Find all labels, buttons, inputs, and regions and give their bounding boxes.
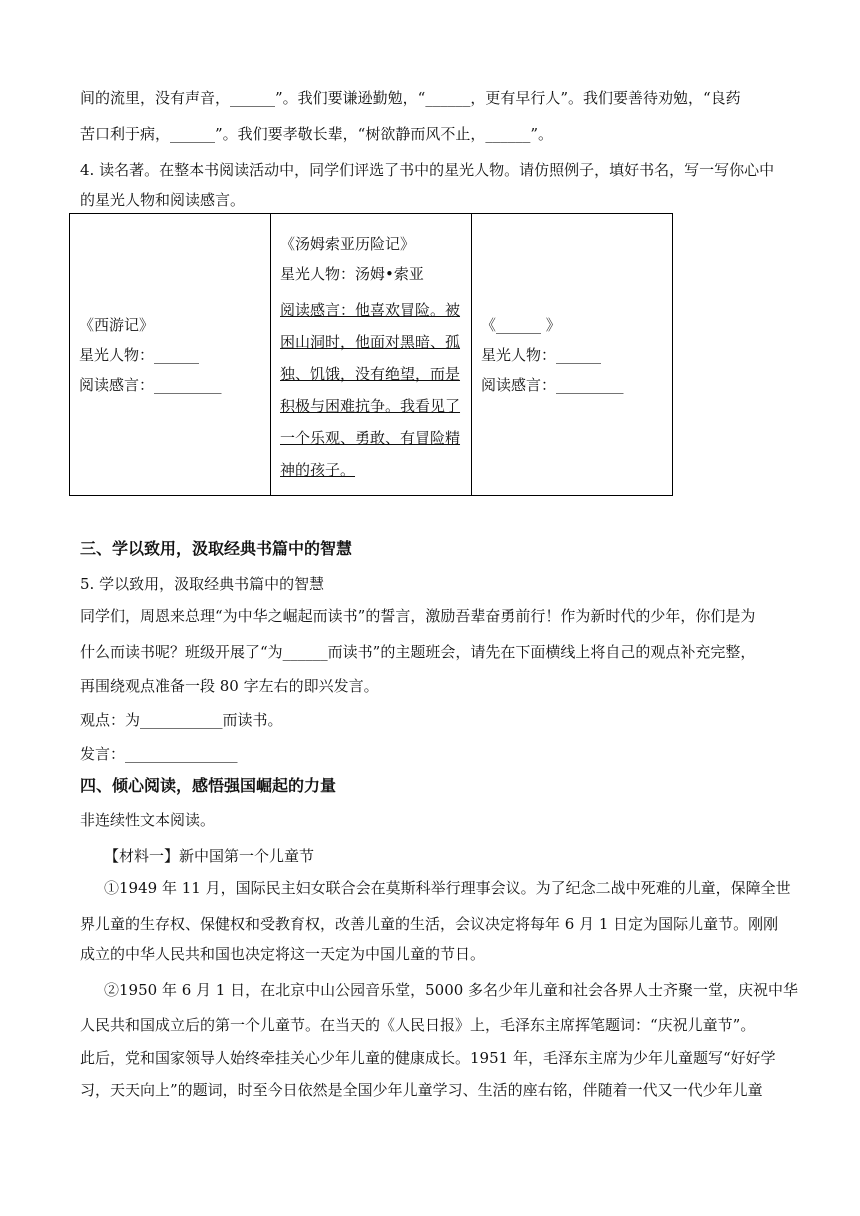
- section-heading: 四、倾心阅读，感悟强国崛起的力量: [80, 776, 337, 795]
- feeling-line: 神的孩子。: [280, 460, 356, 479]
- star-character-table: [69, 213, 673, 496]
- speech-blank: 发言：_______________: [80, 745, 238, 763]
- book-title: 《汤姆索亚历险记》: [280, 234, 416, 253]
- book-title-blank: 《______ 》: [481, 315, 561, 334]
- character-blank: 星光人物：______: [481, 345, 602, 364]
- character-name: 星光人物：汤姆•索亚: [280, 264, 424, 283]
- question-4-line: 的星光人物和阅读感言。: [80, 191, 246, 209]
- text-line: 此后，党和国家领导人始终牵挂关心少年儿童的健康成长。1951 年，毛泽东主席为少年儿童题写“好好学: [80, 1049, 776, 1067]
- text-line: 人民共和国成立后的第一个儿童节。在当天的《人民日报》上，毛泽东主席挥笔题词：“庆祝儿童节”。: [80, 1016, 756, 1034]
- table-cell-journey-west: [70, 214, 271, 496]
- book-title: 《西游记》: [79, 315, 155, 334]
- text-line: 同学们，周恩来总理“为中华之崛起而读书”的誓言，激励吾辈奋勇前行！作为新时代的少年，你们是为: [80, 607, 756, 625]
- feeling-blank: 阅读感言：_________: [481, 375, 624, 394]
- character-blank: 星光人物：______: [79, 345, 200, 364]
- feeling-blank: 阅读感言：_________: [79, 375, 222, 394]
- section-heading: 三、学以致用，汲取经典书篇中的智慧: [80, 539, 353, 558]
- text-line: 间的流里，没有声音，______”。我们要谦逊勤勉，“______，更有早行人”。我们要善待劝勉，“良药: [80, 89, 741, 107]
- feeling-line: 一个乐观、勇敢、有冒险精: [280, 428, 461, 447]
- question-4-line: 4. 读名著。在整本书阅读活动中，同学们评选了书中的星光人物。请仿照例子，填好书名，写一写你心中: [80, 161, 775, 179]
- text-line: 界儿童的生存权、保健权和受教育权，改善儿童的生活，会议决定将每年 6 月 1 日定为国际儿童节。刚刚: [80, 915, 779, 933]
- text-line: 苦口利于病，______”。我们要孝敬长辈，“树欲静而风不止，______”。: [80, 125, 554, 143]
- text-line: 非连续性文本阅读。: [80, 811, 216, 829]
- feeling-line: 困山洞时，他面对黑暗、孤: [280, 332, 461, 351]
- text-line: ②1950 年 6 月 1 日，在北京中山公园音乐堂，5000 多名少年儿童和社会各界人士齐聚一堂，庆祝中华: [104, 981, 799, 999]
- text-line: 成立的中华人民共和国也决定将这一天定为中国儿童的节日。: [80, 945, 486, 963]
- viewpoint-blank: 观点：为___________而读书。: [80, 711, 283, 729]
- feeling-line: 独、饥饿，没有绝望，而是: [280, 364, 461, 383]
- text-line: 习，天天向上”的题词，时至今日依然是全国少年儿童学习、生活的座右铭，伴随着一代又一代少年儿童: [80, 1081, 763, 1099]
- text-line: 再围绕观点准备一段 80 字左右的即兴发言。: [80, 677, 379, 695]
- question-5-title: 5. 学以致用，汲取经典书篇中的智慧: [80, 575, 325, 593]
- feeling-line: 阅读感言：他喜欢冒险。被: [280, 300, 461, 319]
- text-line: ①1949 年 11 月，国际民主妇女联合会在莫斯科举行理事会议。为了纪念二战中死难的儿童，保障全世: [104, 879, 791, 897]
- table-cell-tom-sawyer: [271, 214, 472, 496]
- table-cell-blank-book: [472, 214, 673, 496]
- text-line: 什么而读书呢？班级开展了“为______而读书”的主题班会，请先在下面横线上将自己的观点补充完整，: [80, 643, 756, 661]
- feeling-line: 积极与困难抗争。我看见了: [280, 396, 461, 415]
- material-title: 【材料一】新中国第一个儿童节: [104, 847, 315, 865]
